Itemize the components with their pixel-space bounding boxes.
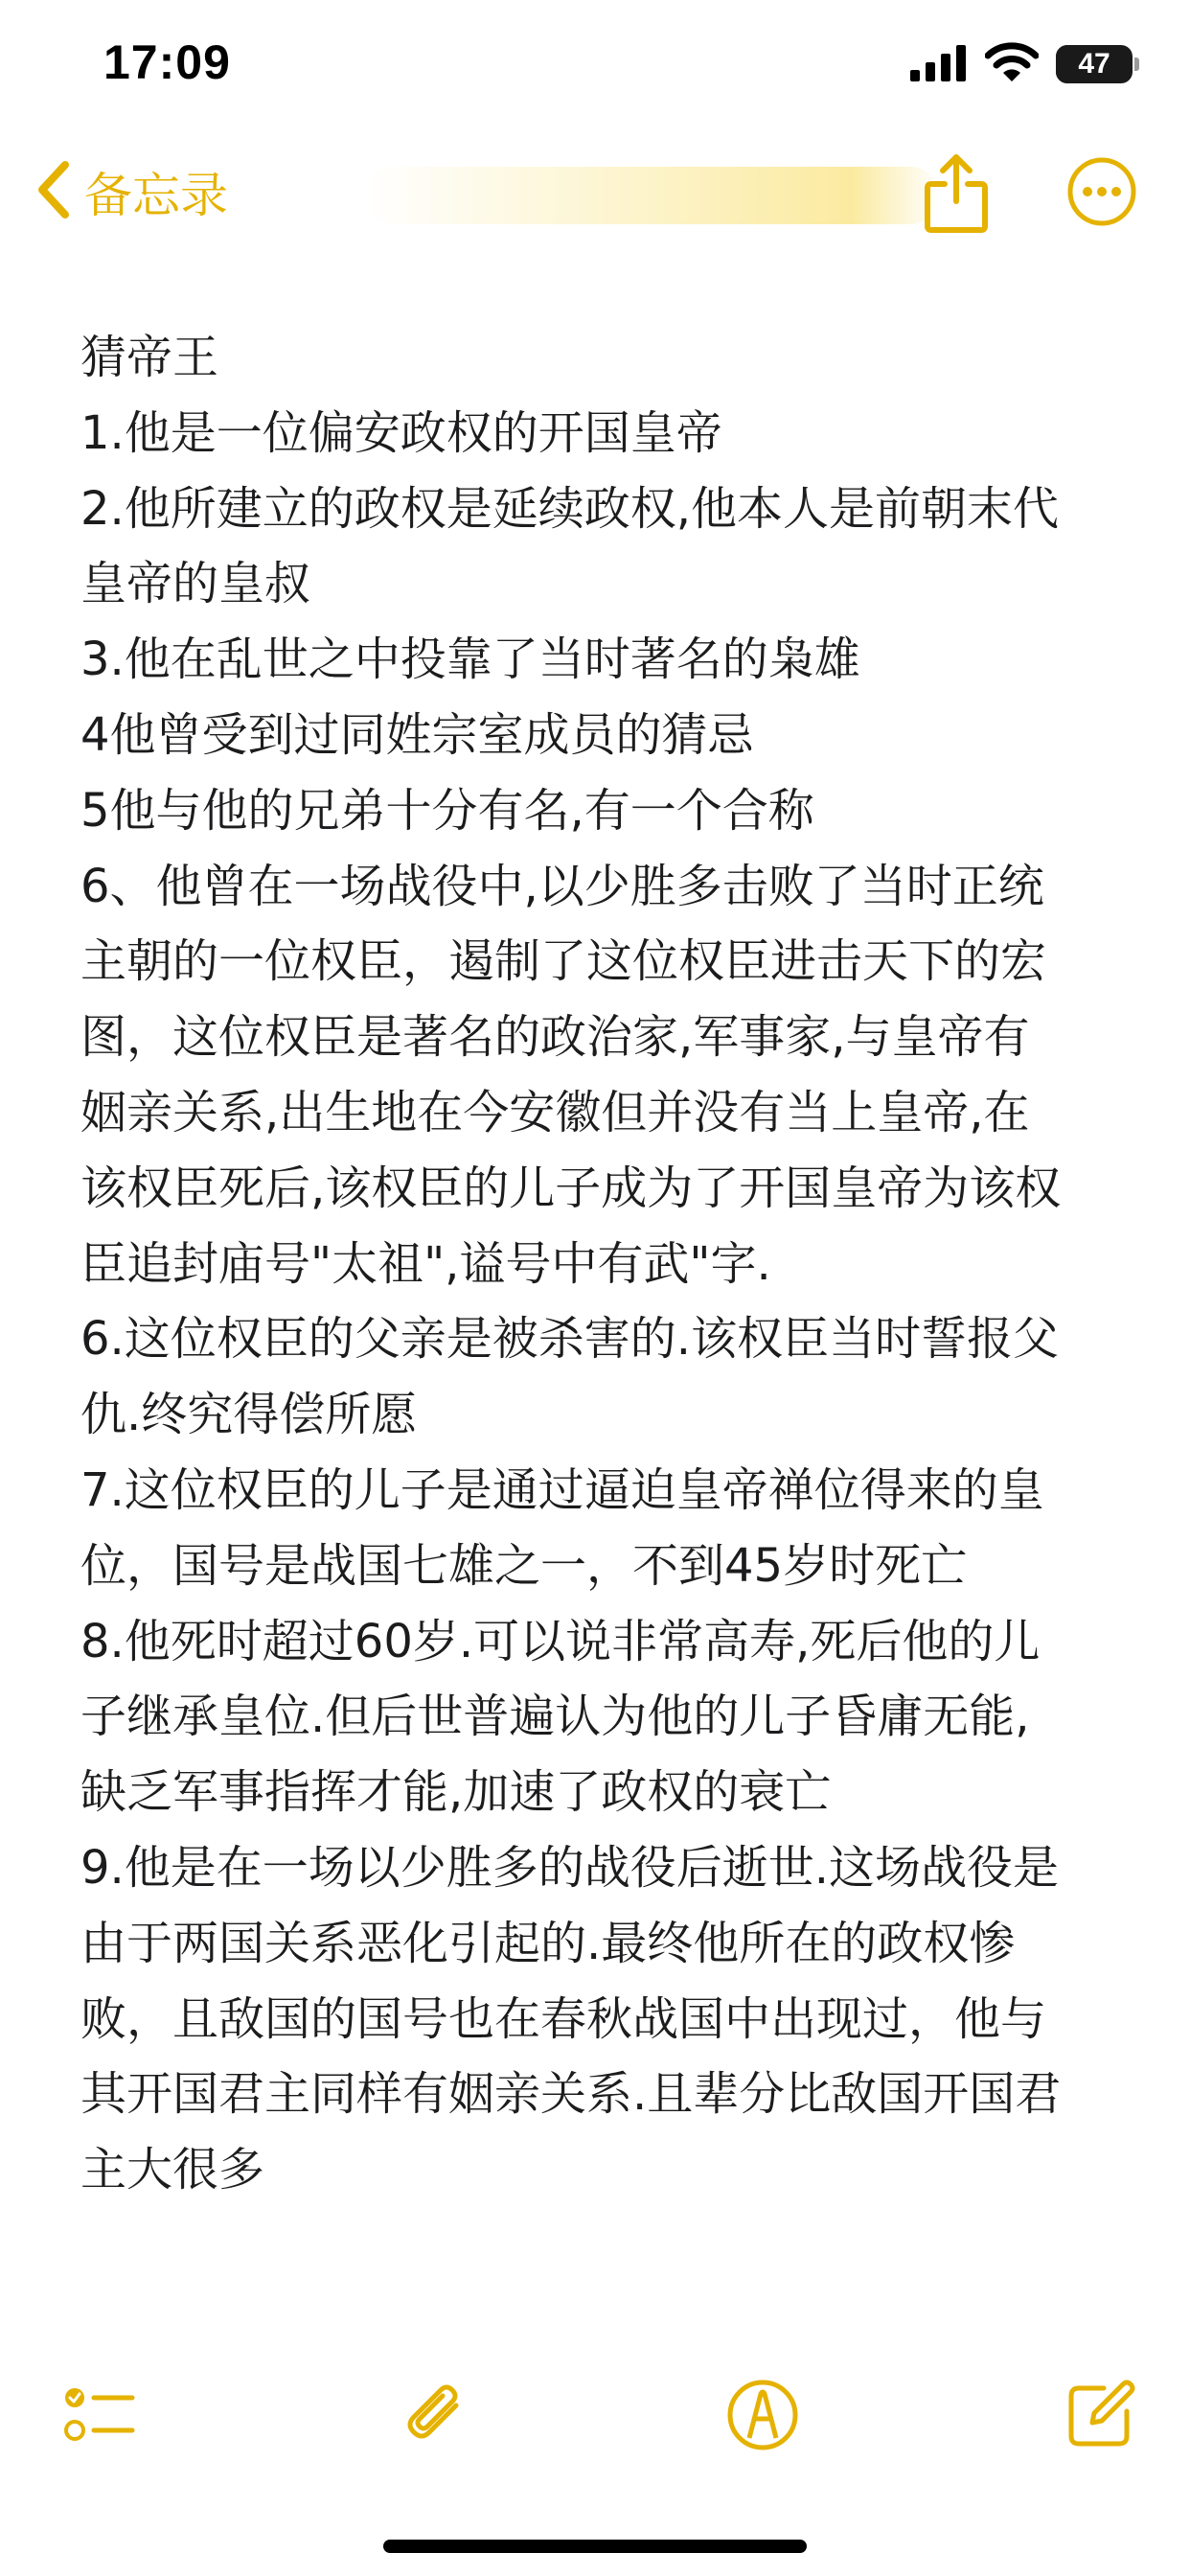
note-line: 1.他是一位偏安政权的开国皇帝 [80,405,722,460]
paperclip-icon [397,2377,473,2453]
note-line: 主朝的一位权臣，遏制了这位权臣进击天下的宏 [80,934,1047,989]
note-line: 3.他在乱世之中投靠了当时著名的枭雄 [80,632,860,687]
more-button[interactable] [1065,155,1138,228]
compose-icon [1062,2377,1138,2453]
battery-icon [1056,45,1133,83]
note-line: 败，且敌国的国号也在春秋战国中出现过，他与 [80,1991,1047,2046]
note-line: 4他曾受到过同姓宗室成员的猜忌 [80,707,754,762]
checklist-icon [61,2377,138,2453]
note-line: 7.这位权臣的儿子是通过逼迫皇帝禅位得来的皇 [80,1462,1044,1517]
note-line: 姻亲关系,出生地在今安徽但并没有当上皇帝,在 [80,1085,1030,1139]
markup-button[interactable] [724,2377,801,2453]
title-highlight [364,167,939,224]
status-icons [910,42,1133,86]
cellular-signal-icon [910,43,968,85]
note-body[interactable] [80,320,1125,2208]
note-line: 该权臣死后,该权臣的儿子成为了开国皇帝为该权 [80,1161,1062,1215]
note-line: 2.他所建立的政权是延续政权,他本人是前朝末代 [80,481,1060,536]
note-line: 9.他是在一场以少胜多的战役后逝世.这场战役是 [80,1840,1060,1895]
back-label: 备忘录 [84,168,228,223]
status-bar [0,0,1190,134]
status-time: 17:09 [103,35,231,89]
checklist-button[interactable] [61,2377,138,2453]
attach-button[interactable] [397,2377,473,2453]
nav-bar [0,144,1190,240]
note-line: 8.他死时超过60岁.可以说非常高寿,死后他的儿 [80,1614,1041,1668]
share-icon [918,151,995,234]
note-line: 臣追封庙号"太祖",谥号中有武"字. [80,1236,771,1291]
note-line: 其开国君主同样有姻亲关系.且辈分比敌国开国君 [80,2067,1062,2122]
note-line: 主大很多 [80,2143,265,2197]
note-line: 缺乏军事指挥才能,加速了政权的衰亡 [80,1765,832,1820]
note-line: 仇.终究得偿所愿 [80,1388,418,1442]
compose-button[interactable] [1062,2377,1138,2453]
share-button[interactable] [918,151,995,234]
bottom-toolbar [0,2367,1190,2463]
note-line: 6、他曾在一场战役中,以少胜多击败了当时正统 [80,859,1044,913]
chevron-left-icon [34,159,73,224]
note-line: 位，国号是战国七雄之一，不到45岁时死亡 [80,1538,968,1593]
note-title: 猜帝王 [80,331,219,384]
markup-pen-icon [724,2377,801,2453]
home-indicator [383,2540,807,2553]
note-line: 皇帝的皇叔 [80,557,311,611]
wifi-icon [985,42,1039,86]
note-line: 6.这位权臣的父亲是被杀害的.该权臣当时誓报父 [80,1312,1060,1367]
back-button[interactable] [34,155,228,228]
note-line: 由于两国关系恶化引起的.最终他所在的政权惨 [80,1916,1016,1970]
battery-percent: 47 [1078,48,1110,80]
note-line: 图，这位权臣是著名的政治家,军事家,与皇帝有 [80,1010,1030,1065]
note-line: 5他与他的兄弟十分有名,有一个合称 [80,783,814,838]
more-icon [1065,155,1138,228]
note-line: 子继承皇位.但后世普遍认为他的儿子昏庸无能, [80,1690,1030,1744]
